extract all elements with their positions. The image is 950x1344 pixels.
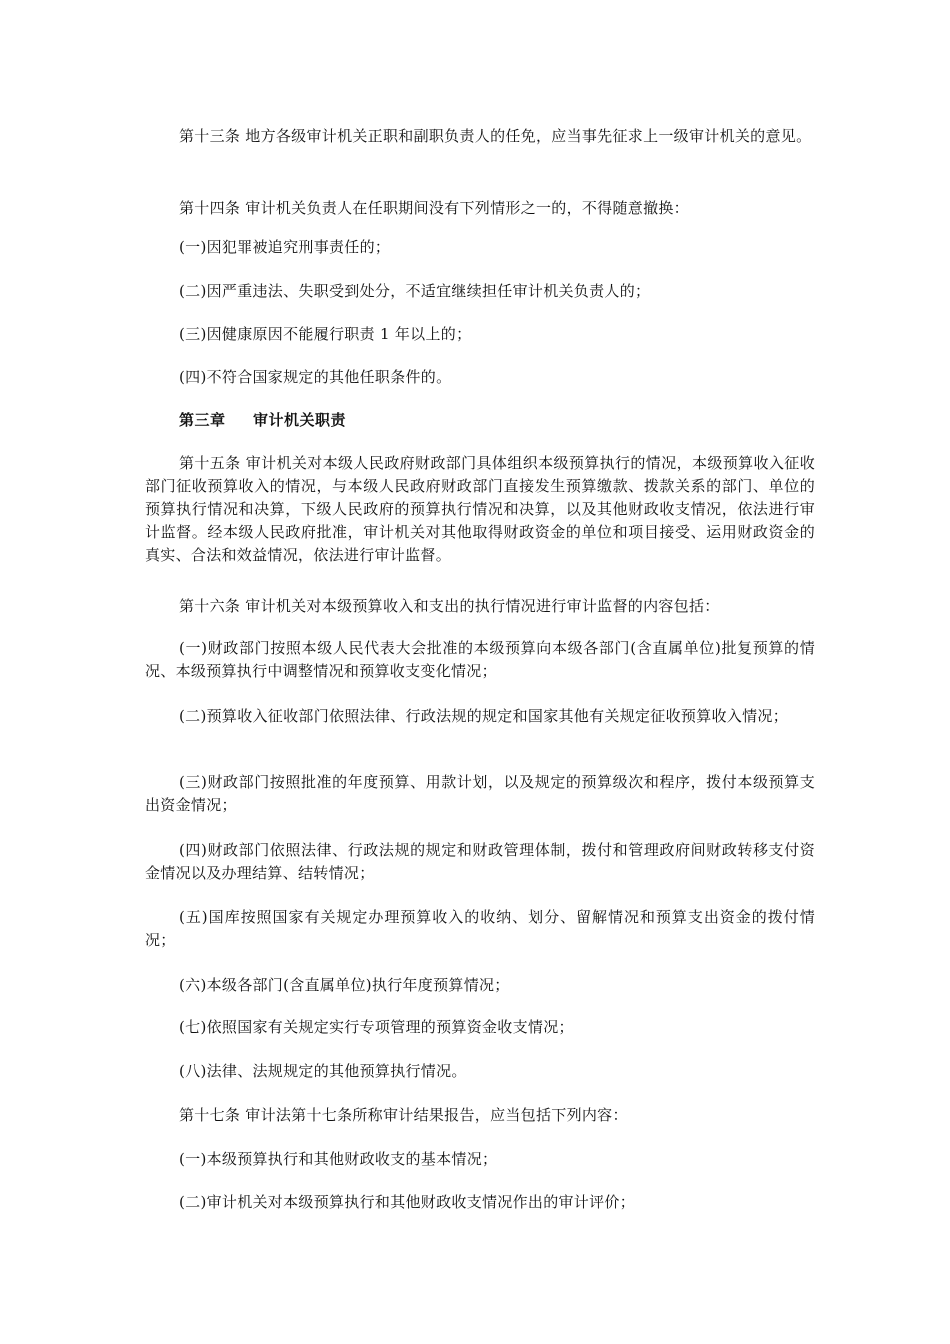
article-14-item-4: (四)不符合国家规定的其他任职条件的。 (179, 368, 452, 386)
chapter-number: 第三章 (179, 411, 226, 429)
article-16-item-3: (三)财政部门按照批准的年度预算、用款计划，以及规定的预算级次和程序，拨付本级预算支出资金情况； (145, 773, 815, 814)
article-16: 第十六条 审计机关对本级预算收入和支出的执行情况进行审计监督的内容包括： (179, 597, 720, 615)
article-16-item-4: (四)财政部门依照法律、行政法规的规定和财政管理体制，拨付和管理政府间财政转移支付资金情况以及办理结算、结转情况； (145, 841, 815, 882)
article-16-item-7: (七)依照国家有关规定实行专项管理的预算资金收支情况； (179, 1018, 574, 1036)
article-17: 第十七条 审计法第十七条所称审计结果报告，应当包括下列内容： (179, 1106, 628, 1124)
article-16-item-6: (六)本级各部门(含直属单位)执行年度预算情况； (179, 976, 510, 994)
article-15: 第十五条 审计机关对本级人民政府财政部门具体组织本级预算执行的情况，本级预算收入征收部门征收预算收入的情况，与本级人民政府财政部门直接发生预算缴款、拨款关系的部门、单位的预算执行情况和决算，下级人民政府的预算执行情况和决算，以及其他财政收支情况，依法进行审计监督。经本级人民政府批准，审计机关对其他取得财政资金的单位和项目接受、运用财政资金的真实、合法和效益情况，依法进行审计监督。 (145, 454, 815, 564)
chapter-title: 审计机关职责 (253, 411, 347, 429)
article-14: 第十四条 审计机关负责人在任职期间没有下列情形之一的，不得随意撤换： (179, 199, 689, 217)
article-14-item-3: (三)因健康原因不能履行职责 1 年以上的； (179, 325, 472, 343)
article-14-item-2: (二)因严重违法、失职受到处分，不适宜继续担任审计机关负责人的； (179, 282, 651, 300)
article-16-item-8: (八)法律、法规规定的其他预算执行情况。 (179, 1062, 467, 1080)
article-14-item-1: (一)因犯罪被追究刑事责任的； (179, 238, 391, 256)
article-16-item-1: (一)财政部门按照本级人民代表大会批准的本级预算向本级各部门(含直属单位)批复预算的情况、本级预算执行中调整情况和预算收支变化情况； (145, 639, 815, 680)
article-16-item-5: (五)国库按照国家有关规定办理预算收入的收纳、划分、留解情况和预算支出资金的拨付情况； (145, 908, 815, 949)
chapter-heading (179, 409, 346, 432)
article-17-item-2: (二)审计机关对本级预算执行和其他财政收支情况作出的审计评价； (179, 1193, 636, 1211)
article-13: 第十三条 地方各级审计机关正职和副职负责人的任免，应当事先征求上一级审计机关的意见。 (179, 127, 812, 145)
article-16-item-2: (二)预算收入征收部门依照法律、行政法规的规定和国家其他有关规定征收预算收入情况； (179, 707, 789, 725)
article-17-item-1: (一)本级预算执行和其他财政收支的基本情况； (179, 1150, 498, 1168)
